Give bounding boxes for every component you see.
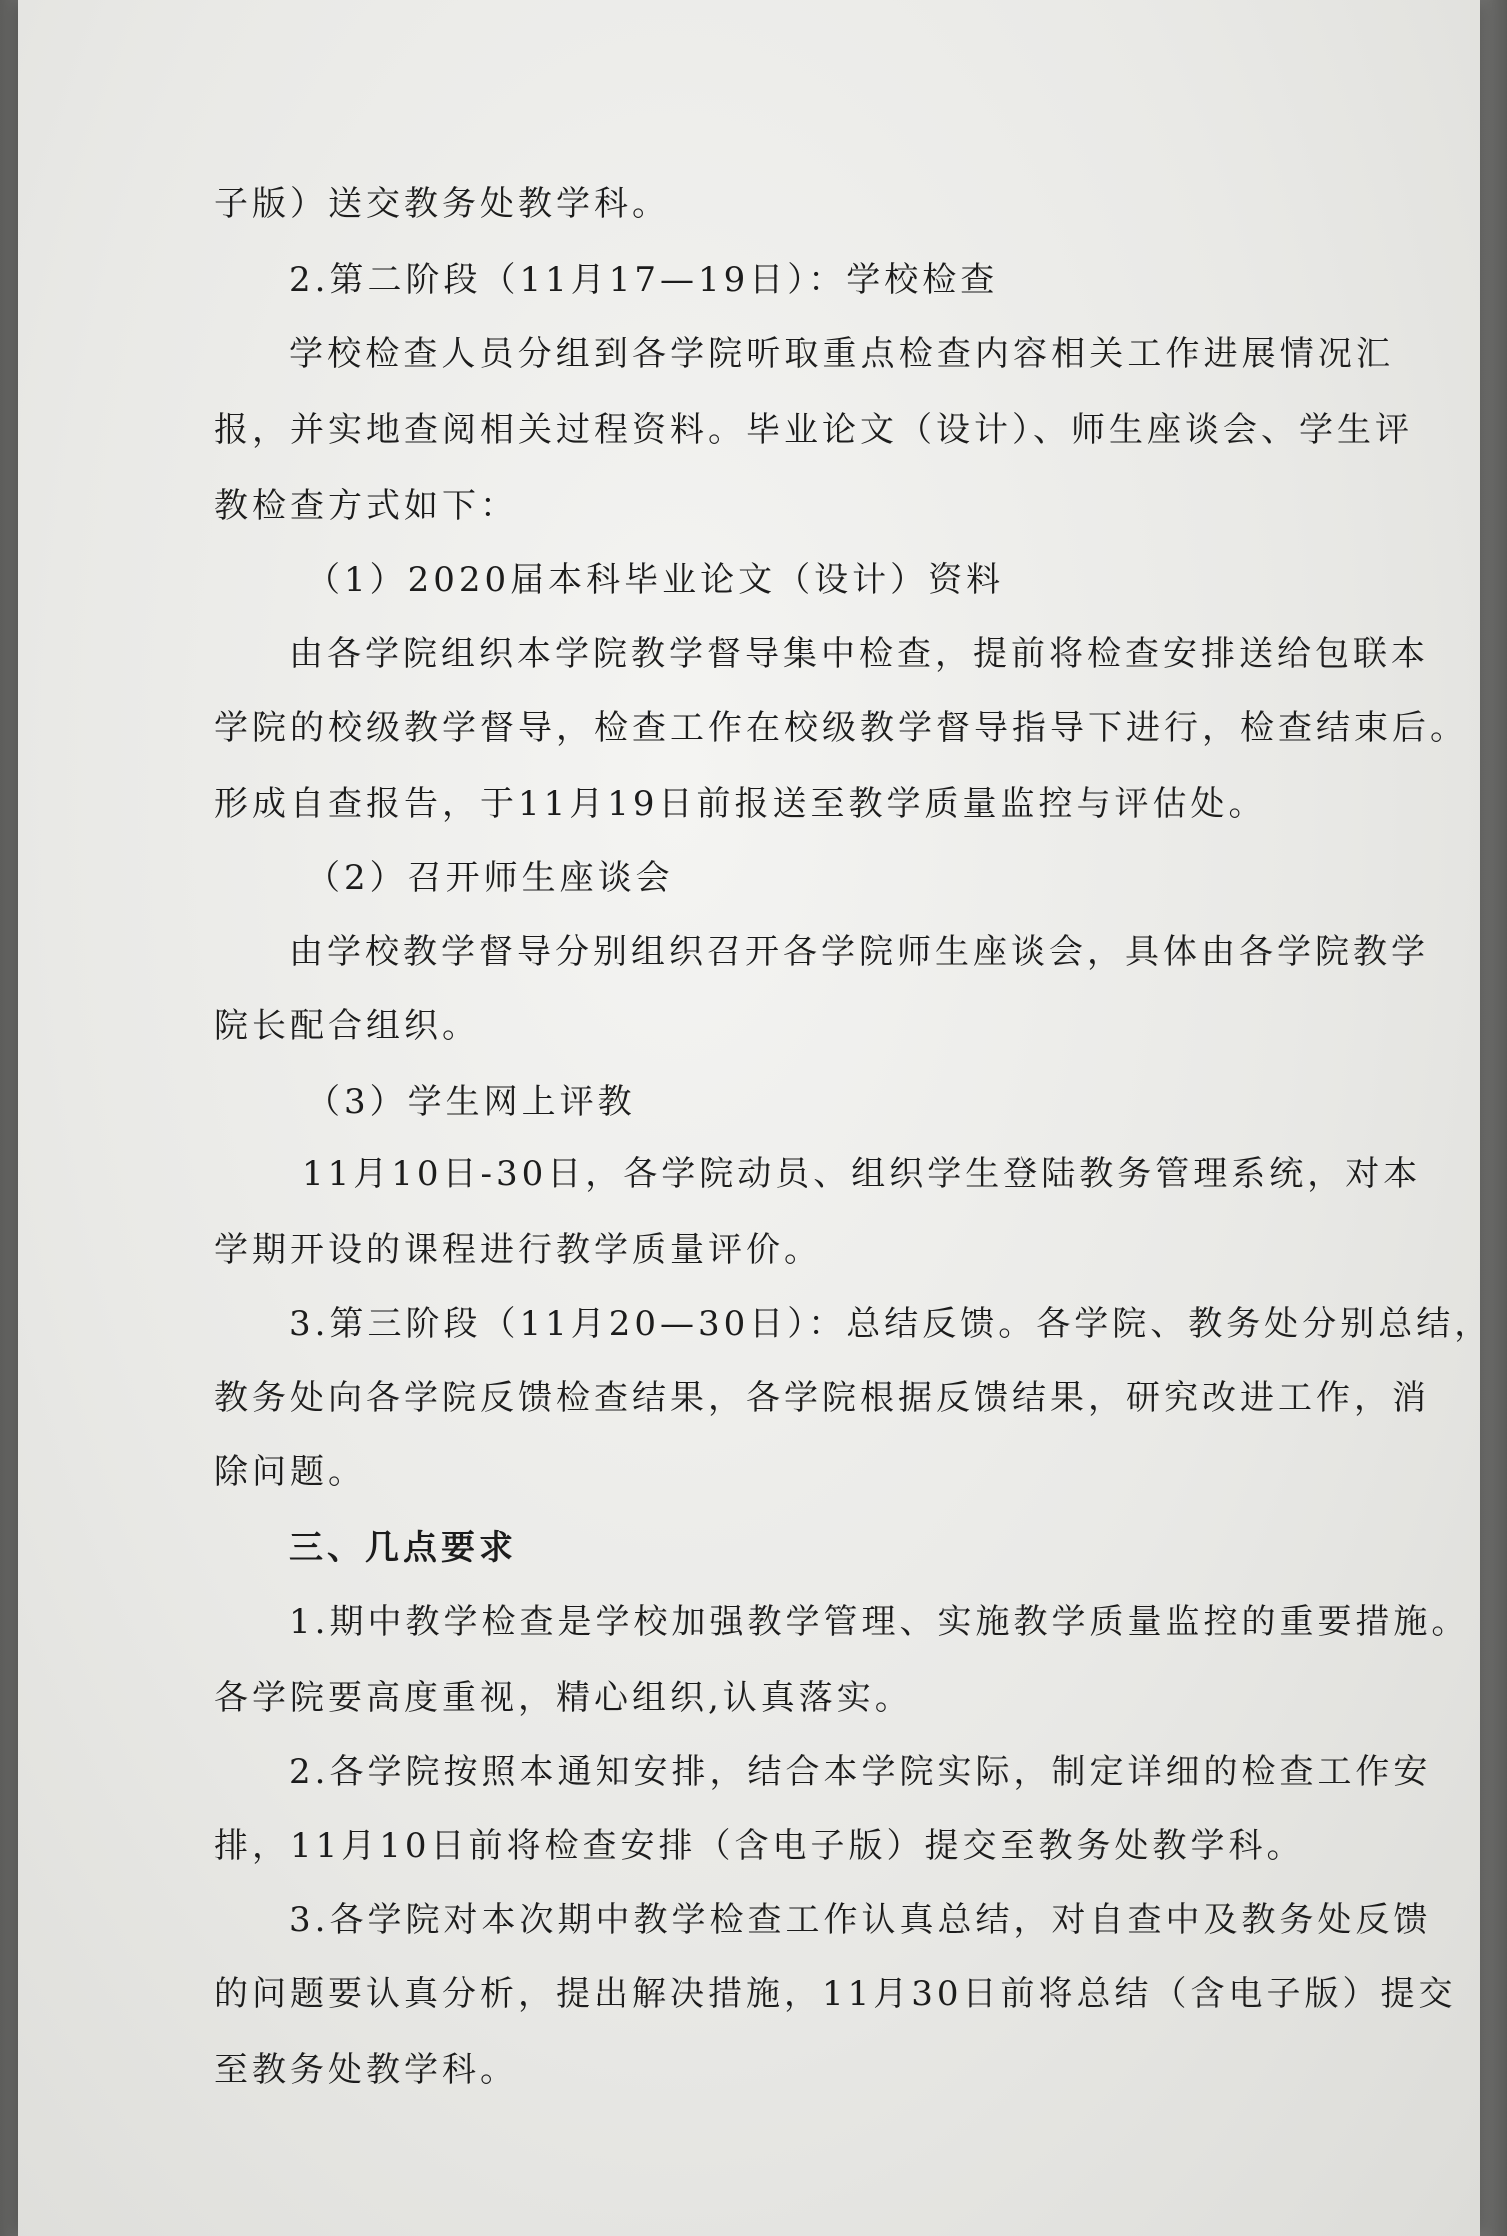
sub-heading-1: （1）2020届本科毕业论文（设计）资料 (306, 560, 1005, 600)
paragraph-line: 教务处向各学院反馈检查结果，各学院根据反馈结果，研究改进工作，消 (214, 1378, 1430, 1418)
paragraph-line: 报，并实地查阅相关过程资料。毕业论文（设计）、师生座谈会、学生评 (214, 410, 1413, 450)
paragraph-line: 由学校教学督导分别组织召开各学院师生座谈会，具体由各学院教学 (289, 932, 1429, 972)
paragraph-line: 学期开设的课程进行教学质量评价。 (214, 1230, 822, 1270)
paragraph-line: 3.各学院对本次期中教学检查工作认真总结，对自查中及教务处反馈 (289, 1900, 1432, 1940)
paragraph-line: 至教务处教学科。 (214, 2050, 518, 2090)
paragraph-line: 教检查方式如下： (214, 486, 518, 526)
paragraph-line: 院长配合组织。 (214, 1006, 480, 1046)
paragraph-line: 除问题。 (214, 1452, 366, 1492)
paragraph-line: 学校检查人员分组到各学院听取重点检查内容相关工作进展情况汇 (289, 334, 1394, 374)
paragraph-line: 各学院要高度重视，精心组织,认真落实。 (214, 1678, 913, 1718)
section-heading-stage-3: 3.第三阶段（11月20—30日）：总结反馈。各学院、教务处分别总结， (289, 1304, 1493, 1344)
text-line: 子版）送交教务处教学科。 (214, 184, 670, 224)
section-heading-requirements: 三、几点要求 (289, 1528, 517, 1568)
paragraph-line: 的问题要认真分析，提出解决措施，11月30日前将总结（含电子版）提交 (214, 1974, 1457, 2014)
sub-heading-2: （2）召开师生座谈会 (306, 858, 674, 898)
paragraph-line: 排，11月10日前将检查安排（含电子版）提交至教务处教学科。 (214, 1826, 1305, 1866)
paragraph-line: 由各学院组织本学院教学督导集中检查，提前将检查安排送给包联本 (289, 634, 1429, 674)
sub-heading-3: （3）学生网上评教 (306, 1082, 636, 1122)
paragraph-line: 形成自查报告，于11月19日前报送至教学质量监控与评估处。 (214, 784, 1267, 824)
paragraph-line: 2.各学院按照本通知安排，结合本学院实际，制定详细的检查工作安 (289, 1752, 1432, 1792)
paragraph-line: 11月10日-30日，各学院动员、组织学生登陆教务管理系统，对本 (302, 1154, 1422, 1194)
paragraph-line: 1.期中教学检查是学校加强教学管理、实施教学质量监控的重要措施。 (289, 1602, 1470, 1642)
paragraph-line: 学院的校级教学督导，检查工作在校级教学督导指导下进行，检查结束后。 (214, 708, 1468, 748)
section-heading-stage-2: 2.第二阶段（11月17—19日）：学校检查 (289, 260, 999, 300)
